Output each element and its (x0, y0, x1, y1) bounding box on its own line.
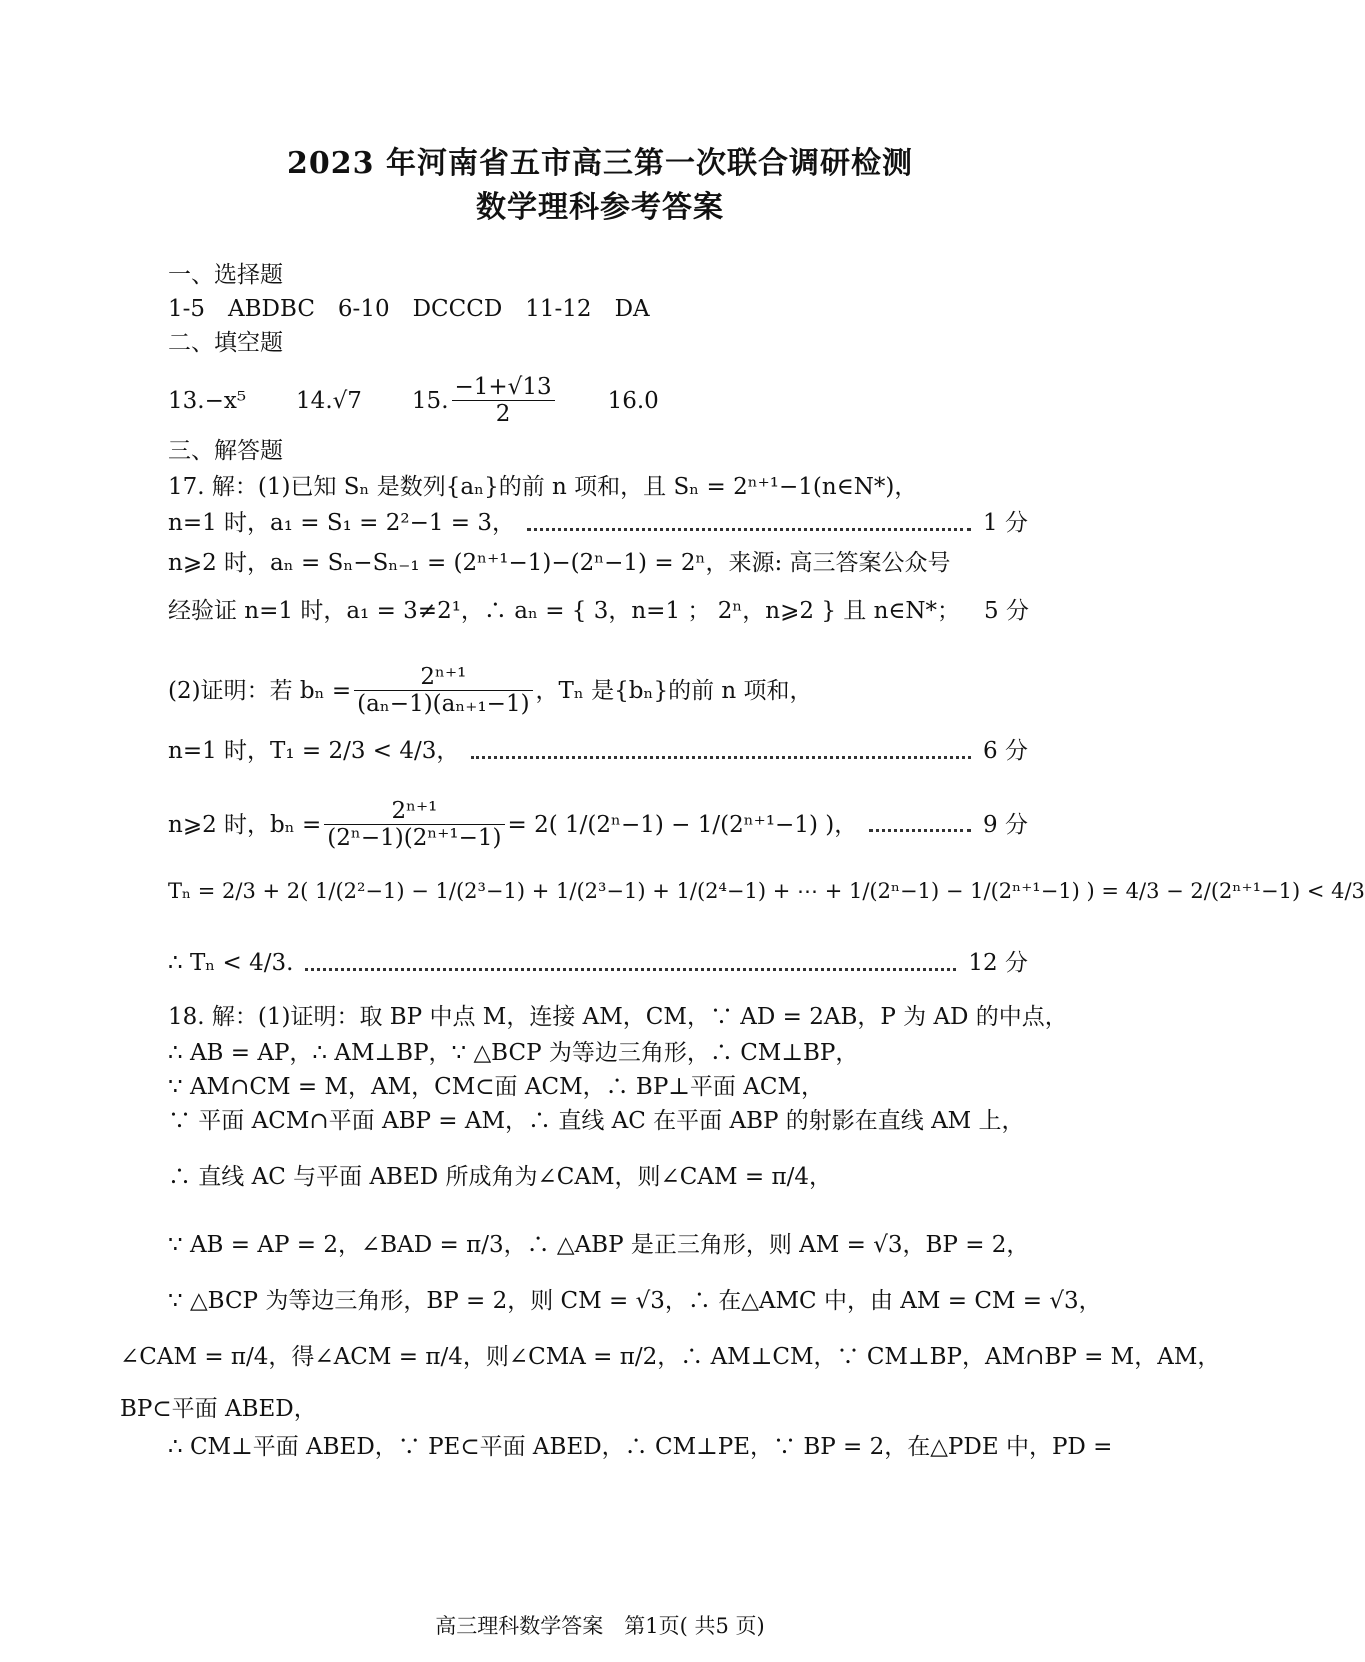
p17-line-2 (168, 506, 1028, 540)
p17-line-5-fraction (354, 664, 532, 717)
p18-line-8: ∠CAM = π/4，得∠ACM = π/4，则∠CMA = π/2，∴ AM⊥CM，∵ CM⊥BP，AM∩BP = M，AM， (120, 1344, 1221, 1370)
page-footer: 高三理科数学答案 第1页( 共5 页) (435, 1614, 765, 1638)
p17-line-7-fraction (324, 798, 504, 851)
score-9: 9 分 (983, 811, 1028, 838)
p17-line-5-pre: (2)证明：若 bₙ = (168, 677, 352, 704)
p18-line-10: ∴ CM⊥平面 ABED，∵ PE⊂平面 ABED，∴ CM⊥PE，∵ BP = 2，在△PDE 中，PD = (168, 1434, 1113, 1460)
choice-answers: 1-5 ABDBC 6-10 DCCCD 11-12 DA (168, 296, 650, 322)
leader-dots (869, 829, 971, 832)
p17-line-6 (168, 734, 1028, 768)
score-5: 5 分 (984, 598, 1029, 624)
p17-line-7-den: (2ⁿ−1)(2ⁿ⁺¹−1) (327, 825, 502, 851)
p17-line-8: Tₙ = 2/3 + 2( 1/(2²−1) − 1/(2³−1) + 1/(2³−1) + 1/(2⁴−1) + ⋯ + 1/(2ⁿ−1) − 1/(2ⁿ⁺¹−1) ) = 4/3 − 2/(2ⁿ⁺¹−1) < 4/3 (168, 879, 1365, 903)
p17-line-7-num: 2ⁿ⁺¹ (324, 798, 504, 825)
doc-subtitle: 数学理科参考答案 (476, 190, 724, 225)
fill-answers (168, 374, 659, 427)
doc-title: 2023 年河南省五市高三第一次联合调研检测 (287, 146, 913, 181)
section-heading-solve: 三、解答题 (168, 438, 283, 464)
score-12: 12 分 (968, 950, 1028, 976)
p17-line-7 (168, 798, 1028, 851)
p17-line-5 (168, 664, 813, 717)
p17-line-1: 17. 解：(1)已知 Sₙ 是数列{aₙ}的前 n 项和，且 Sₙ = 2ⁿ⁺¹−1(n∈N*)， (168, 474, 918, 500)
p18-line-9: BP⊂平面 ABED， (120, 1396, 317, 1422)
p17-line-9-text: ∴ Tₙ < 4/3. (168, 950, 294, 976)
answer-14: 14.√7 (296, 387, 362, 414)
p17-line-4-text: 经验证 n=1 时，a₁ = 3≠2¹，∴ aₙ = { 3，n=1 ； 2ⁿ，n⩾2 } 且 n∈N*； (168, 598, 961, 624)
p17-line-9 (168, 946, 1028, 980)
leader-dots (305, 968, 956, 971)
p17-line-2-text: n=1 时，a₁ = S₁ = 2²−1 = 3， (168, 510, 516, 536)
leader-dots (527, 528, 971, 531)
answer-16: 16.0 (607, 387, 659, 414)
p18-line-4: ∵ 平面 ACM∩平面 ABP = AM，∴ 直线 AC 在平面 ABP 的射影在直线 AM 上， (168, 1108, 1025, 1134)
p18-line-2: ∴ AB = AP，∴ AM⊥BP，∵ △BCP 为等边三角形，∴ CM⊥BP， (168, 1040, 859, 1066)
p17-line-3: n⩾2 时，aₙ = Sₙ−Sₙ₋₁ = (2ⁿ⁺¹−1)−(2ⁿ−1) = 2ⁿ，来源: 高三答案公众号 (168, 550, 951, 576)
p18-line-1: 18. 解：(1)证明：取 BP 中点 M，连接 AM，CM，∵ AD = 2AB，P 为 AD 的中点， (168, 1004, 1068, 1030)
p18-line-3: ∵ AM∩CM = M，AM，CM⊂面 ACM，∴ BP⊥平面 ACM， (168, 1074, 825, 1100)
answer-15-numerator: −1+√13 (452, 374, 555, 401)
score-6: 6 分 (983, 738, 1028, 764)
score-1: 1 分 (983, 510, 1028, 536)
p17-line-5-post: ，Tₙ 是{bₙ}的前 n 项和， (535, 677, 813, 704)
p18-line-7: ∵ △BCP 为等边三角形，BP = 2，则 CM = √3，∴ 在△AMC 中，由 AM = CM = √3， (168, 1288, 1102, 1314)
p17-line-7-pre: n⩾2 时，bₙ = (168, 811, 322, 838)
p17-line-5-den: (aₙ−1)(aₙ₊₁−1) (357, 691, 530, 717)
answer-15-denominator: 2 (495, 401, 511, 427)
p18-line-6: ∵ AB = AP = 2，∠BAD = π/3，∴ △ABP 是正三角形，则 AM = √3，BP = 2， (168, 1232, 1030, 1258)
p17-line-5-num: 2ⁿ⁺¹ (354, 664, 532, 691)
p17-line-4 (168, 594, 1028, 628)
section-heading-choice: 一、选择题 (168, 262, 283, 288)
answer-15-fraction (452, 374, 555, 427)
section-heading-fill: 二、填空题 (168, 330, 283, 356)
p18-line-5: ∴ 直线 AC 与平面 ABED 所成角为∠CAM，则∠CAM = π/4， (168, 1164, 832, 1190)
answer-15-prefix: 15. (411, 387, 449, 414)
answer-13: 13.−x⁵ (168, 387, 247, 414)
p17-line-7-post: = 2( 1/(2ⁿ−1) − 1/(2ⁿ⁺¹−1) )， (507, 811, 858, 838)
p17-line-6-text: n=1 时，T₁ = 2/3 < 4/3， (168, 738, 460, 764)
leader-dots (471, 756, 971, 759)
